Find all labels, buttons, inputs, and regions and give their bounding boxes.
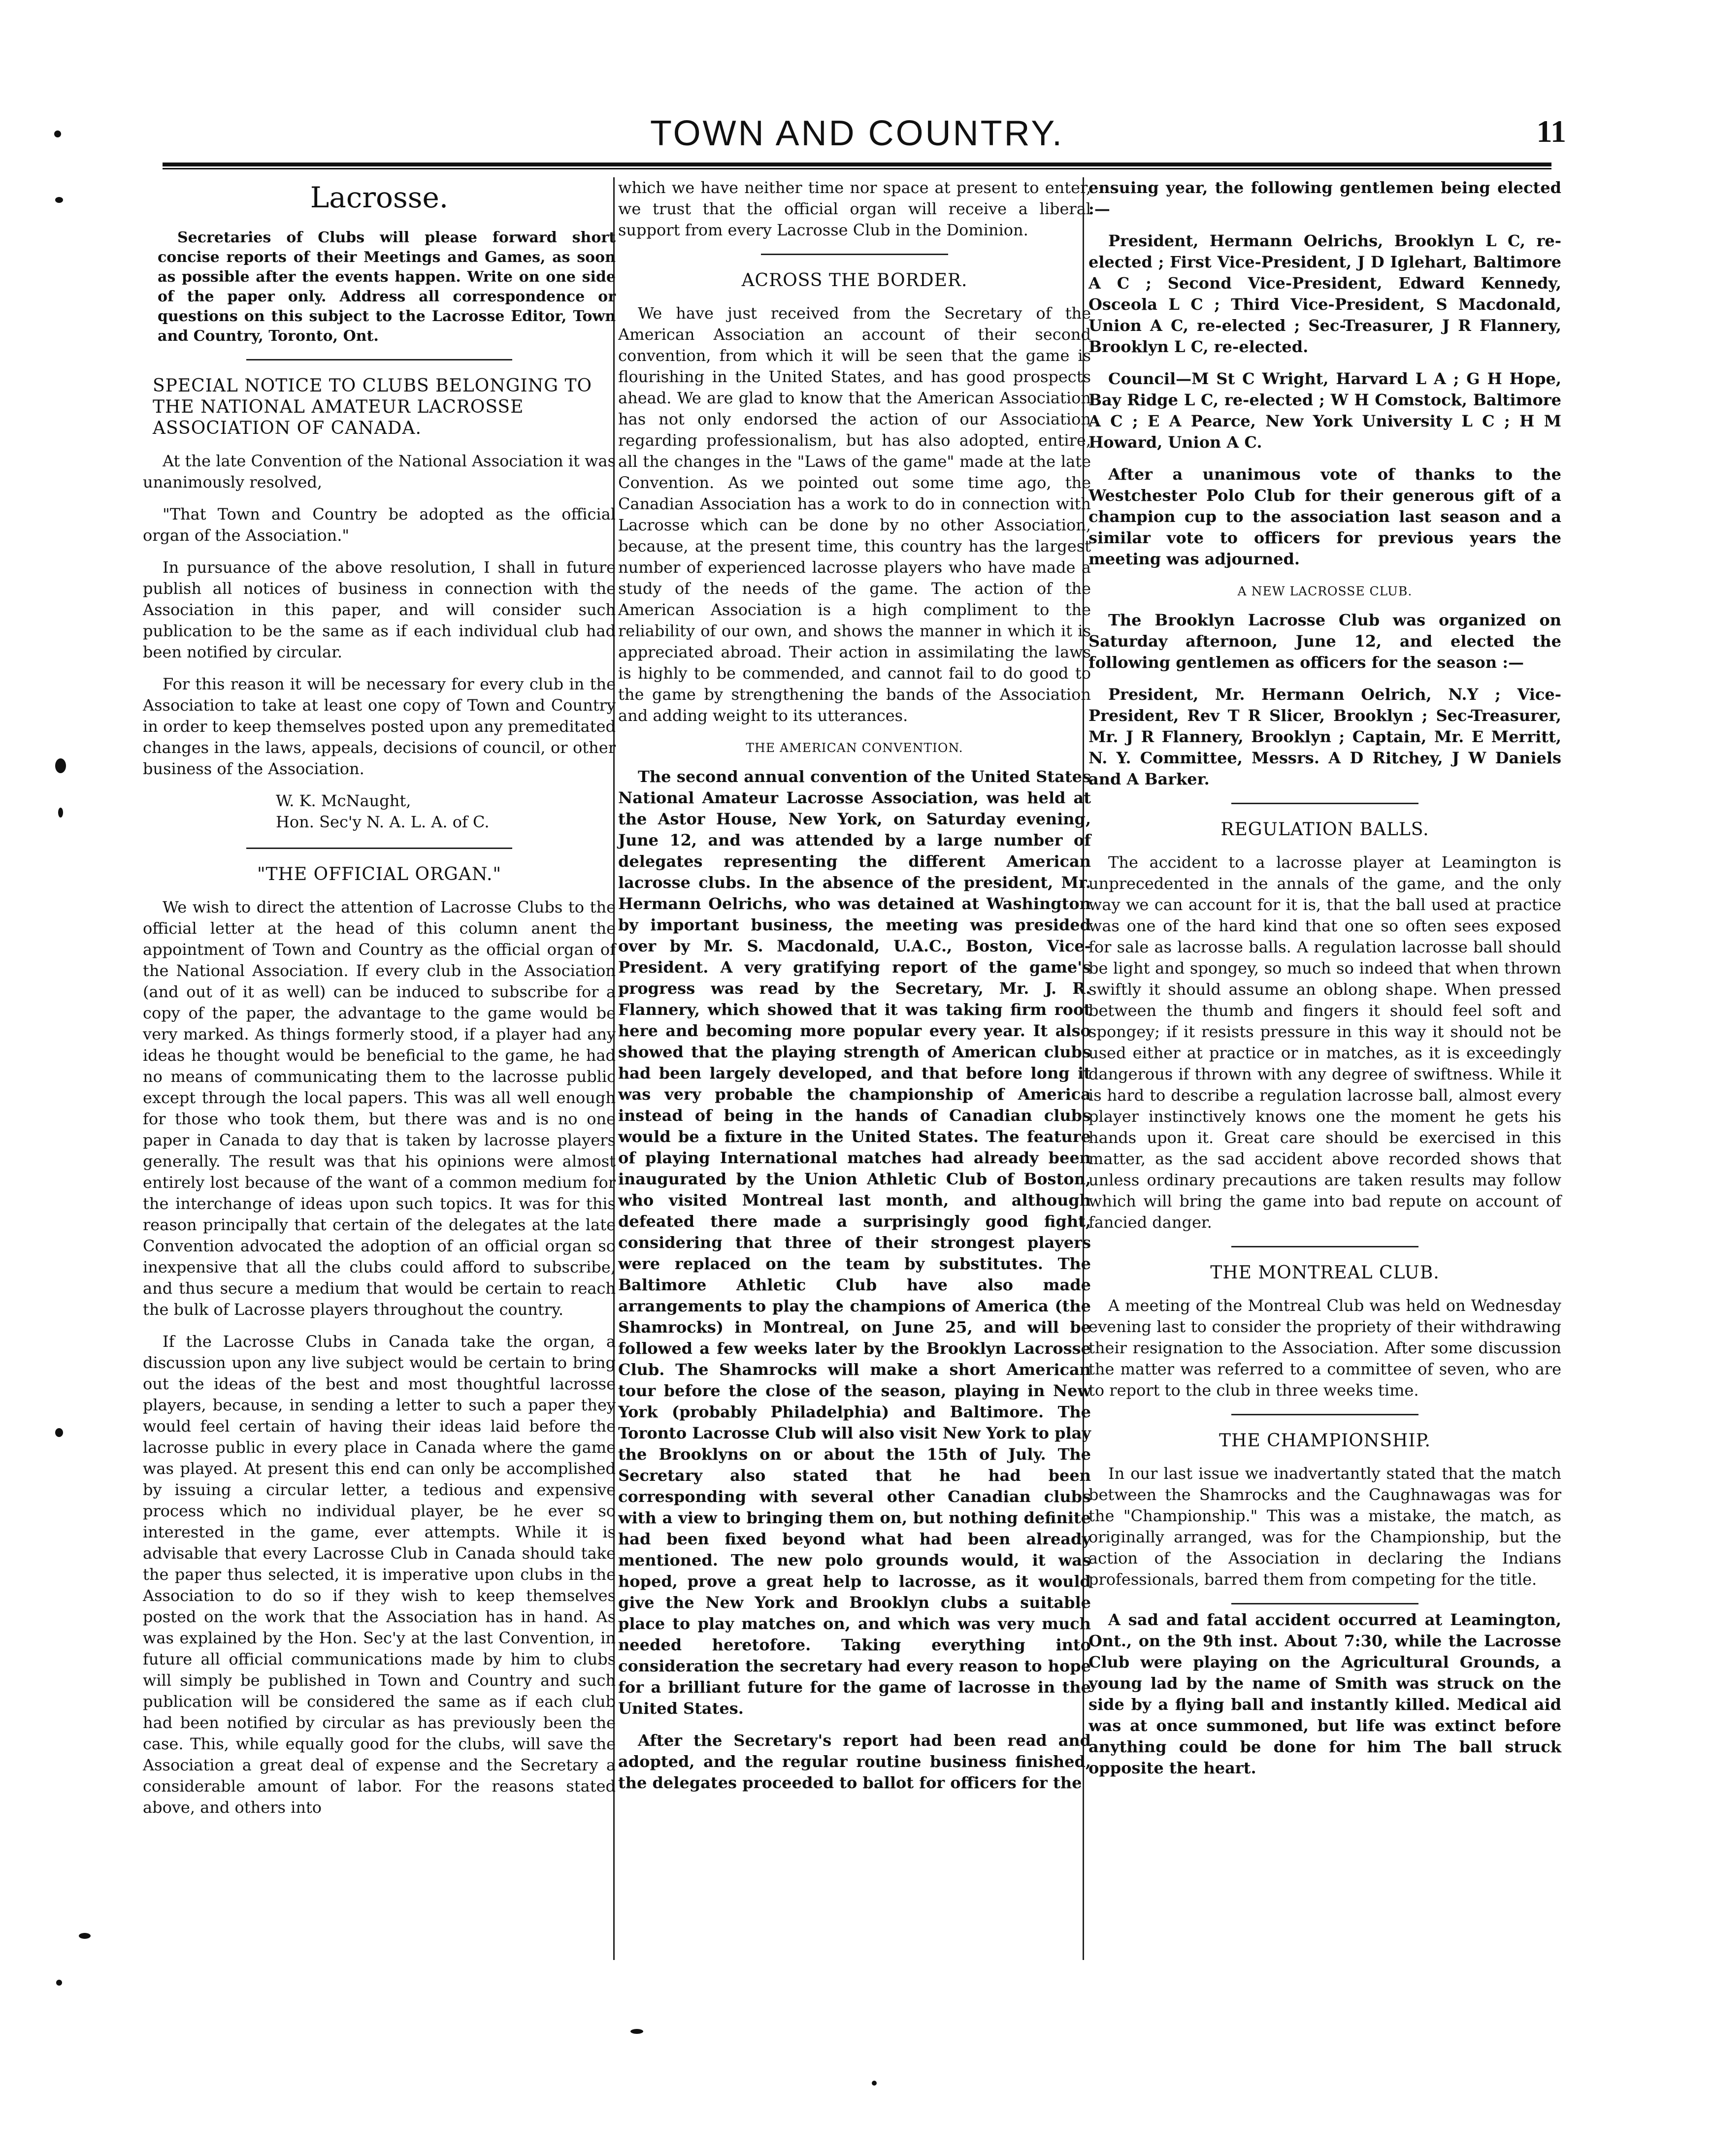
publication-title: TOWN AND COUNTRY. [650, 114, 1064, 153]
column-2 [618, 177, 1091, 1804]
page-number: 11 [1536, 114, 1566, 149]
divider [761, 254, 948, 255]
paragraph: At the late Convention of the National Association it was unanimously resolved, [143, 452, 616, 491]
scan-speck [58, 808, 63, 817]
masthead-rule [163, 163, 1551, 169]
divider [1231, 1414, 1418, 1415]
paragraph: We have just received from the Secretary of the American Association an account of their second convention, from which it will be seen that the game is flourishing in the United States, and has good prospects ahead. We are glad to know that the American Association has not only endorsed the action of our Association regarding professionalism, but has also adopted, entire, all the changes in the "Laws of the game" made at the late Convention. As we pointed out some time ago, the Canadian Association has a work to do in connection with Lacrosse which can be done by no other Association, because, at the present time, this country has the largest number of experienced lacrosse players who have made a study of the needs of the game. The action of the American Association is a high compliment to the reliability of our own, and shows the manner in which it is appreciated abroad. Their action in assimilating the laws is highly to be commended, and cannot fail to do good to the game by strengthening the bands of the Association and adding weight to its utterances. [618, 304, 1091, 725]
column-1 [143, 177, 616, 1829]
paragraph: ensuing year, the following gentlemen being elected :— [1088, 178, 1561, 218]
special-notice-heading: SPECIAL NOTICE TO CLUBS BELONGING TO THE NATIONAL AMATEUR LACROSSE ASSOCIATION OF CANADA. [153, 376, 593, 438]
across-border-heading: ACROSS THE BORDER. [741, 270, 968, 291]
column-3 [1088, 177, 1561, 1790]
scan-speck [79, 1933, 91, 1939]
divider [1231, 1246, 1418, 1247]
divider [246, 848, 512, 849]
paragraph: which we have neither time nor space at present to enter, we trust that the official organ will receive a liberal support from every Lacrosse Club in the Dominion. [618, 178, 1091, 239]
paragraph: If the Lacrosse Clubs in Canada take the organ, a discussion upon any live subject would be certain to bring out the ideas of the best and most thoughtful lacrosse players, because, in sending a letter to such a paper they would feel certain of having their ideas laid before the lacrosse public in every place in Canada where the game was played. At present this end can only be accomplished by issuing a circular letter, a tedious and expensive process which no individual player, be he ever so interested in the game, ever attempts. While it is advisable that every Lacrosse Club in Canada should take the paper thus selected, it is imperative upon clubs in the Association to do so if they wish to keep themselves posted on the work that the Association has in hand. As was explained by the Hon. Sec'y at the last Convention, in future all official communications made by him to clubs will simply be published in Town and Country and such publication will be considered the same as if each club had been notified by circular as has previously been the case. This, while equally good for the clubs, will save the Association a great deal of expense and the Secretary a considerable amount of labor. For the reasons stated above, and others into [143, 1332, 616, 1817]
editor-note: Secretaries of Clubs will please forward short concise reports of their Meetings and Games, as soon as possible after the events happen. Write on one side of the paper only. Address all correspondence or questions on this subject to the Lacrosse Editor, Town and Country, Toronto, Ont. [158, 229, 616, 345]
paragraph: President, Mr. Hermann Oelrich, N.Y ; Vice-President, Rev T R Slicer, Brooklyn ; Sec-Treasurer, Mr. J R Flannery, Brooklyn ; Captain, Mr. E Merritt, N. Y. Committee, Messrs. A D Ritchey, J W Daniels and A Barker. [1088, 685, 1561, 788]
paragraph: A sad and fatal accident occurred at Leamington, Ont., on the 9th inst. About 7:30, while the Lacrosse Club were playing on the Agricultural Grounds, a young lad by the name of Smith was struck on the side by a flying ball and instantly killed. Medical aid was at once summoned, but life was extinct before anything could be done for him The ball struck opposite the heart. [1088, 1610, 1561, 1777]
regulation-balls-heading: REGULATION BALLS. [1220, 819, 1429, 840]
paragraph: In pursuance of the above resolution, I shall in future publish all notices of business in connection with the Association in this paper, and will consider such publication to be the same as if each individual club had been notified by circular. [143, 558, 616, 661]
scan-speck [55, 758, 66, 773]
paragraph: For this reason it will be necessary for every club in the Association to take at least one copy of Town and Country in order to keep themselves posted upon any premeditated changes in the laws, appeals, decisions of council, or other business of the Association. [143, 675, 616, 778]
paragraph: The second annual convention of the United States National Amateur Lacrosse Association, was held at the Astor House, New York, on Saturday evening, June 12, and was attended by a large number of delegates representing the different American lacrosse clubs. In the absence of the president, Mr. Hermann Oelrichs, who was detained at Washington by important business, the meeting was presided over by Mr. S. Macdonald, U.A.C., Boston, Vice-President. A very gratifying report of the game's progress was read by the Secretary, Mr. J. R. Flannery, which showed that it was taking firm root here and becoming more popular every year. It also showed that the playing strength of American clubs had been largely developed, and that before long it was very probable the championship of America instead of being in the hands of Canadian clubs would be a fixture in the United States. The feature of playing International matches had already been inaugurated by the Union Athletic Club of Boston, who visited Montreal last month, and although defeated there made a surprisingly good fight, considering that three of their strongest players were replaced on the team by substitutes. The Baltimore Athletic Club have also made arrangements to play the champions of America (the Shamrocks) in Montreal, on June 25, and will be followed a few weeks later by the Brooklyn Lacrosse Club. The Shamrocks will make a short American tour before the close of the season, playing in New York (probably Philadelphia) and Baltimore. The Toronto Lacrosse Club will also visit New York to play the Brooklyns on or about the 15th of July. The Secretary also stated that he had been corresponding with several other Canadian clubs with a view to bringing them on, but nothing definite had been fixed beyond what had been already mentioned. The new polo grounds would, it was hoped, prove a great help to lacrosse, as it would give the New York and Brooklyn clubs a suitable place to play matches on, and which was very much needed heretofore. Taking everything into consideration the secretary had every reason to hope for a brilliant future for the game of lacrosse in the United States. [618, 767, 1091, 1718]
american-convention-heading: THE AMERICAN CONVENTION. [746, 741, 963, 755]
paragraph: The accident to a lacrosse player at Leamington is unprecedented in the annals of the game, and the only way we can account for it is, that the ball used at practice was one of the hard kind that one so often sees exposed for sale as lacrosse balls. A regulation lacrosse ball should be light and spongey, so much so indeed that when thrown swiftly it should assume an oblong shape. When pressed between the thumb and fingers it should feel soft and spongey; if it resists pressure in this way it should not be used either at practice or in matches, as it is exceedingly dangerous if thrown with any degree of swiftness. While it is hard to describe a regulation lacrosse ball, almost every player instinctively knows one the moment he gets his hands upon it. Great care should be exercised in this matter, as the sad accident above recorded shows that unless ordinary precautions are taken results may follow which will bring the game into bad repute on account of fancied danger. [1088, 853, 1561, 1232]
paragraph: After the Secretary's report had been read and adopted, and the regular routine business finished, the delegates proceeded to ballot for officers for the [618, 1731, 1091, 1792]
divider [246, 359, 512, 360]
signature [143, 790, 586, 833]
paragraph: "That Town and Country be adopted as the official organ of the Association." [143, 505, 616, 545]
paragraph: We wish to direct the attention of Lacrosse Clubs to the official letter at the head of this column anent the appointment of Town and Country as the official organ of the National Association. If every club in the Association (and out of it as well) can be induced to subscribe for a copy of the paper, the advantage to the game would be very marked. As things formerly stood, if a player had any ideas he thought would be beneficial to the game, he had no means of communicating them to the lacrosse public except through the local papers. This was all well enough for those who took them, but there was and is no one paper in Canada to day that is taken by lacrosse players generally. The result was that his opinions were almost entirely lost because of the want of a common medium for the interchange of ideas upon such topics. It was for this reason principally that certain of the delegates at the late Convention advocated the adoption of an official organ so inexpensive that all the clubs could afford to subscribe, and thus secure a medium that would be certain to reach the bulk of Lacrosse players throughout the country. [143, 898, 616, 1319]
divider [1231, 1603, 1418, 1604]
signature-name: W. K. McNaught, [276, 791, 411, 810]
section-heading-lacrosse: Lacrosse. [310, 181, 449, 214]
paragraph: After a unanimous vote of thanks to the Westchester Polo Club for their generous gift of a champion cup to the association last season and a similar vote to officers for previous years the meeting was adjourned. [1088, 465, 1561, 568]
scan-speck [55, 1428, 63, 1437]
masthead [148, 113, 1566, 167]
scan-speck [872, 2081, 877, 2086]
paragraph: In our last issue we inadvertantly stated that the match between the Shamrocks and the Caughnawagas was for the "Championship." This was a mistake, the match, as originally arranged, was for the Championship, but the action of the Association in declaring the Indians professionals, barred them from competing for the title. [1088, 1464, 1561, 1589]
scan-speck [54, 131, 61, 137]
paragraph: The Brooklyn Lacrosse Club was organized on Saturday afternoon, June 12, and elected the following gentlemen as officers for the season :— [1088, 611, 1561, 672]
signature-title: Hon. Sec'y N. A. L. A. of C. [276, 813, 490, 831]
scan-speck [630, 2029, 643, 2034]
scan-speck [55, 197, 63, 203]
scan-speck [56, 1980, 62, 1986]
council-list: Council—M St C Wright, Harvard L A ; G H Hope, Bay Ridge L C, re-elected ; W H Comstock, Baltimore A C ; E A Pearce, New York University L C ; H M Howard, Union A C. [1088, 369, 1561, 452]
official-organ-heading: "THE OFFICIAL ORGAN." [257, 864, 502, 884]
divider [1231, 803, 1418, 804]
championship-heading: THE CHAMPIONSHIP. [1219, 1431, 1431, 1451]
new-club-heading: A NEW LACROSSE CLUB. [1237, 584, 1413, 598]
officers-list: President, Hermann Oelrichs, Brooklyn L C, re-elected ; First Vice-President, J D Iglehart, Baltimore A C ; Second Vice-President, Edward Kennedy, Osceola L C ; Third Vice-President, S Macdonald, Union A C, re-elected ; Sec-Treasurer, J R Flannery, Brooklyn L C, re-elected. [1088, 231, 1561, 356]
paragraph: A meeting of the Montreal Club was held on Wednesday evening last to consider the propriety of their withdrawing their resignation to the Association. After some discussion the matter was referred to a committee of seven, who are to report to the club in three weeks time. [1088, 1296, 1561, 1400]
montreal-club-heading: THE MONTREAL CLUB. [1210, 1263, 1440, 1283]
